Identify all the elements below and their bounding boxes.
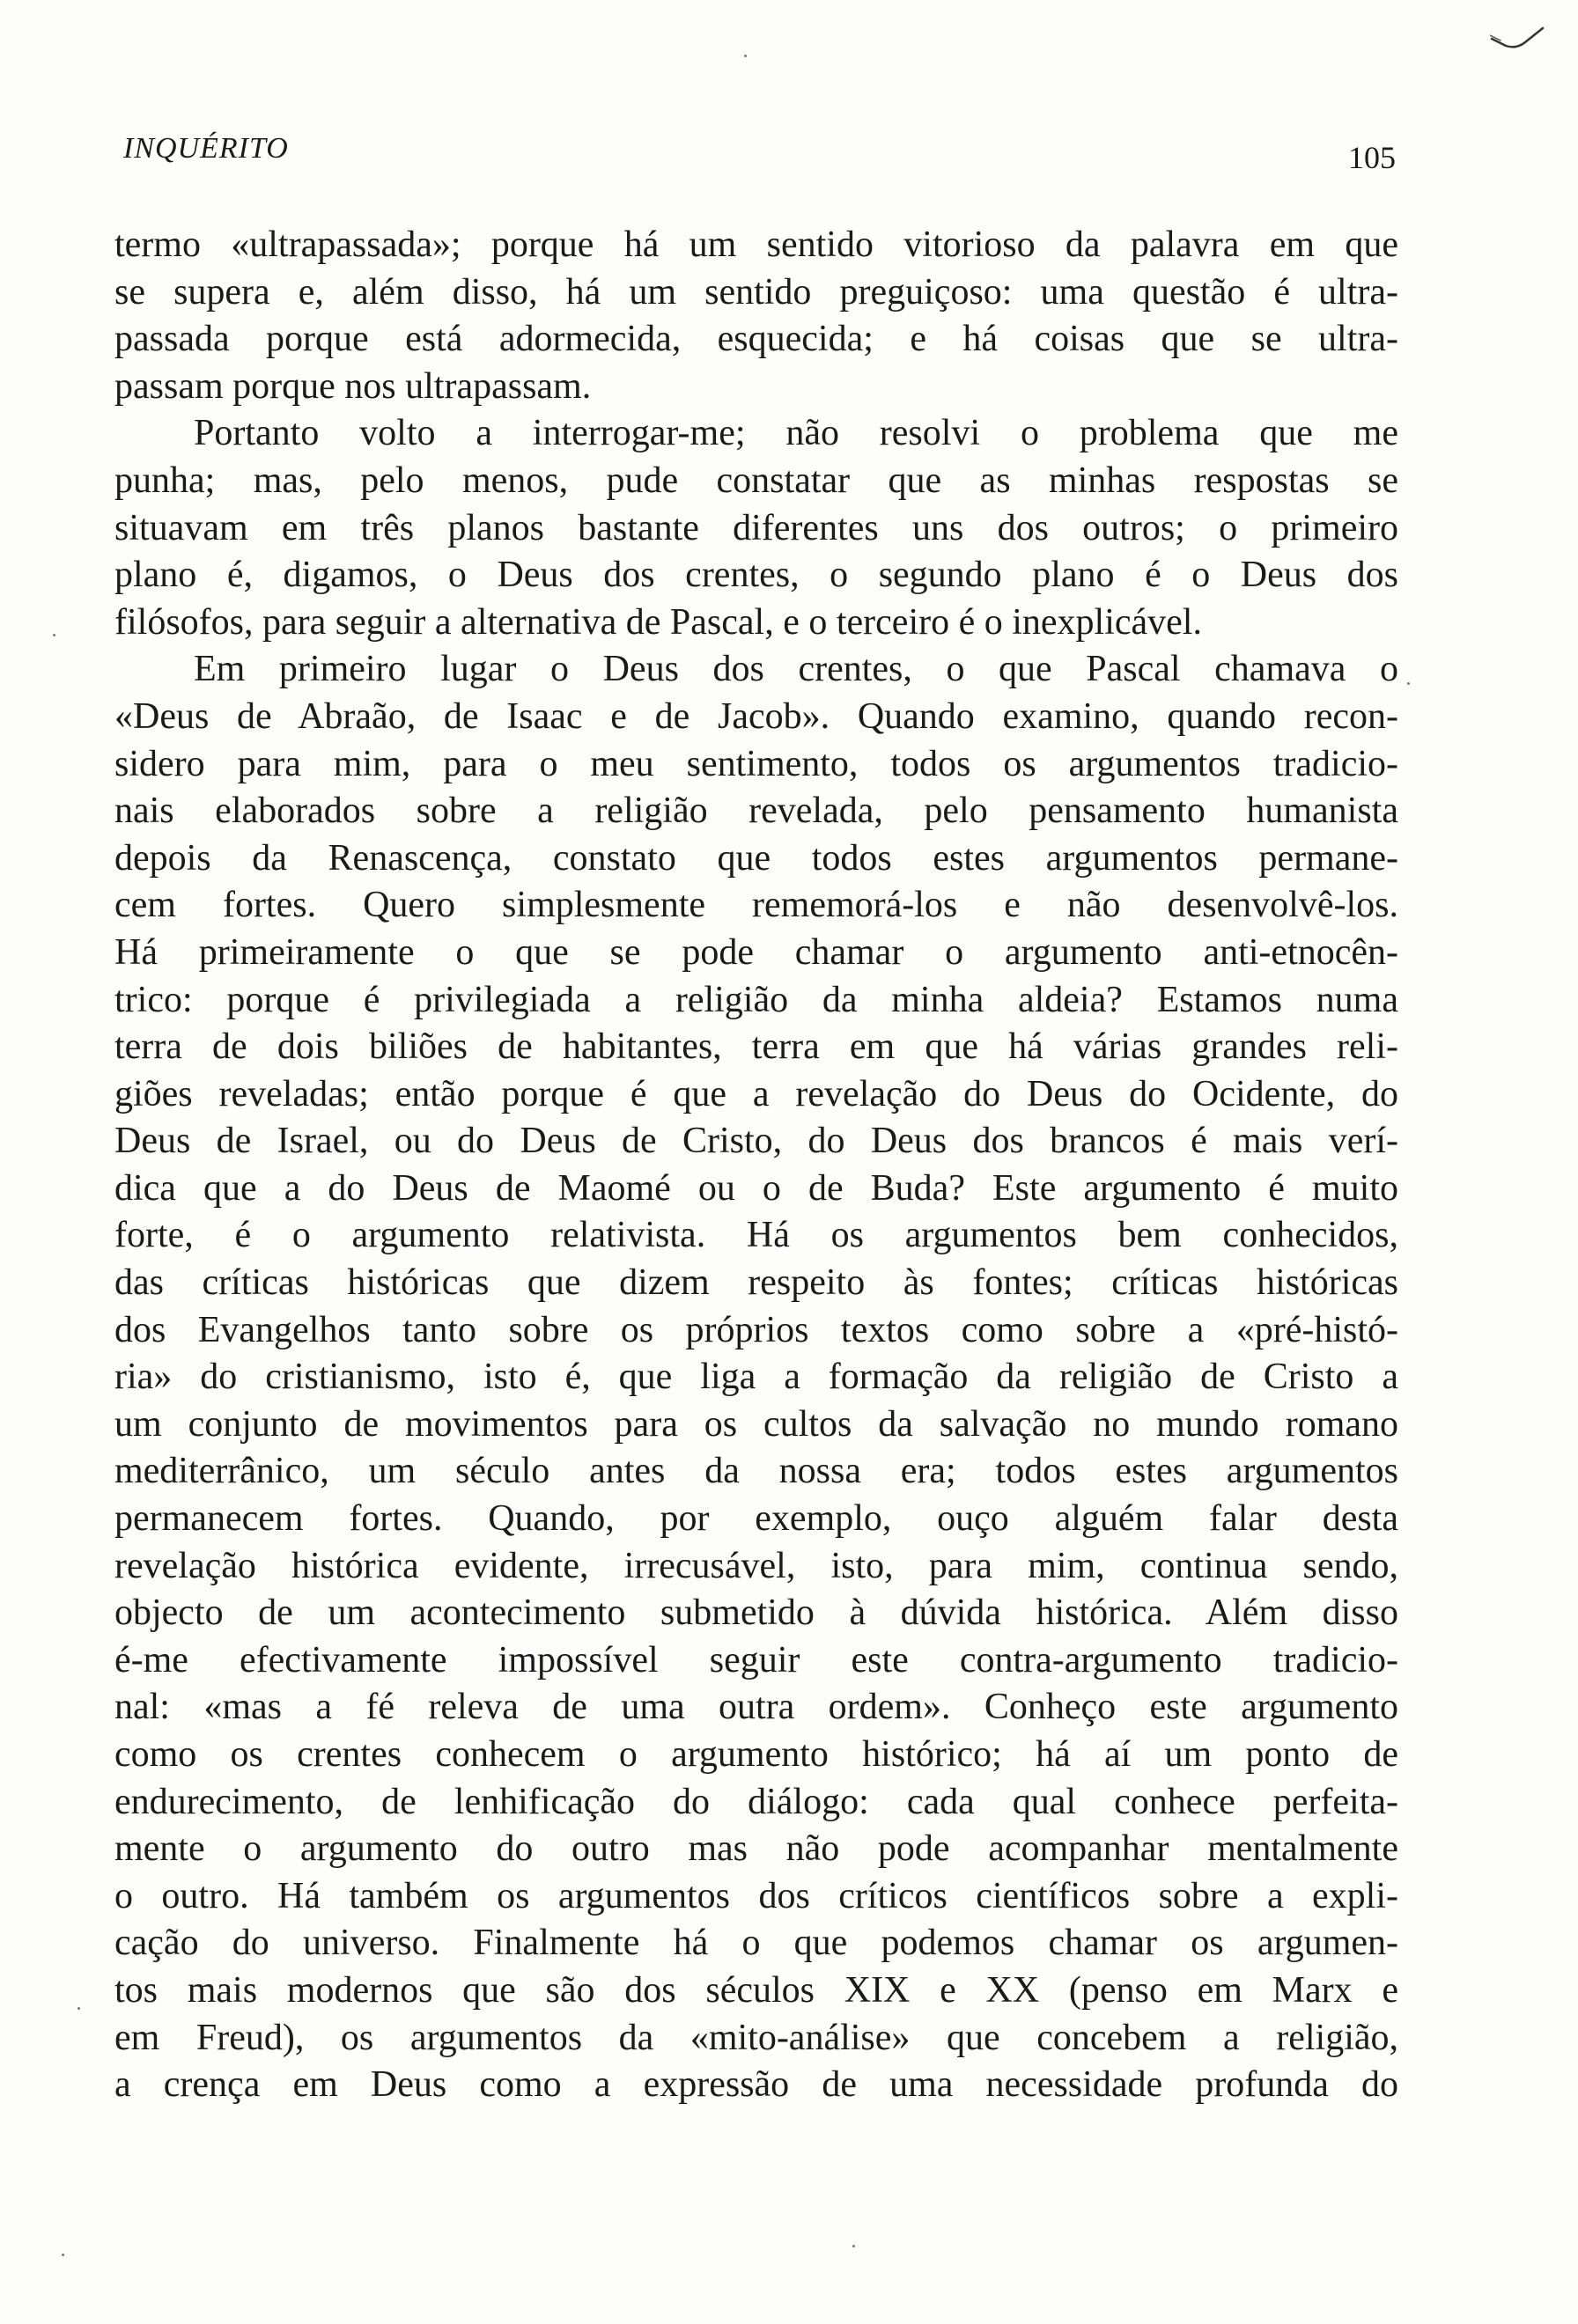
- text-line: revelação histórica evidente, irrecusável, isto, para mim, continua sendo,: [114, 1545, 1398, 1586]
- text-line: depois da Renascença, constato que todos estes argumentos permane-: [114, 837, 1398, 879]
- text-line: plano é, digamos, o Deus dos crentes, o segundo plano é o Deus dos: [114, 555, 1398, 596]
- text-line: a crença em Deus como a expressão de uma necessidade profunda do: [114, 2064, 1398, 2106]
- text-line: Em primeiro lugar o Deus dos crentes, o que Pascal chamava o: [194, 649, 1398, 690]
- text-line: mediterrânico, um século antes da nossa era; todos estes argumentos: [114, 1451, 1398, 1492]
- scan-speck: [1407, 682, 1410, 685]
- text-line: nais elaborados sobre a religião revelada, pelo pensamento humanista: [114, 791, 1398, 832]
- scan-speck: [77, 2007, 80, 2010]
- text-line: filósofos, para seguir a alternativa de Pascal, e o terceiro é o inexplicável.: [114, 601, 1202, 643]
- text-line: ria» do cristianismo, isto é, que liga a formação da religião de Cristo a: [114, 1357, 1398, 1398]
- scan-speck: [53, 634, 55, 636]
- text-line: termo «ultrapassada»; porque há um sentido vitorioso da palavra em que: [114, 224, 1398, 265]
- text-line: das críticas históricas que dizem respeito às fontes; críticas históricas: [114, 1262, 1398, 1304]
- text-line: um conjunto de movimentos para os cultos da salvação no mundo romano: [114, 1403, 1398, 1445]
- text-line: objecto de um acontecimento submetido à dúvida histórica. Além disso: [114, 1592, 1398, 1634]
- scan-speck: [852, 2245, 855, 2247]
- text-line: o outro. Há também os argumentos dos críticos científicos sobre a expli-: [114, 1875, 1398, 1916]
- text-line: nal: «mas a fé releva de uma outra ordem». Conheço este argumento: [114, 1687, 1398, 1728]
- text-line: mente o argumento do outro mas não pode acompanhar mentalmente: [114, 1828, 1398, 1870]
- text-line: passam porque nos ultrapassam.: [114, 365, 592, 407]
- text-line: é-me efectivamente impossível seguir este contra-argumento tradicio-: [114, 1639, 1398, 1680]
- text-line: forte, é o argumento relativista. Há os argumentos bem conhecidos,: [114, 1215, 1398, 1256]
- running-head: INQUÉRITO: [123, 132, 289, 165]
- text-line: punha; mas, pelo menos, pude constatar que as minhas respostas se: [114, 460, 1398, 501]
- text-line: situavam em três planos bastante diferentes uns dos outros; o primeiro: [114, 507, 1398, 548]
- text-line: Deus de Israel, ou do Deus de Cristo, do Deus dos brancos é mais verí-: [114, 1121, 1398, 1162]
- text-line: passada porque está adormecida, esquecida; e há coisas que se ultra-: [114, 319, 1398, 360]
- text-line: se supera e, além disso, há um sentido preguiçoso: uma questão é ultra-: [114, 271, 1398, 313]
- text-line: Portanto volto a interrogar-me; não resolvi o problema que me: [194, 413, 1398, 454]
- page-header: [123, 132, 1396, 185]
- body-text: [114, 222, 1398, 2109]
- text-line: trico: porque é privilegiada a religião da minha aldeia? Estamos numa: [114, 979, 1398, 1020]
- text-line: sidero para mim, para o meu sentimento, todos os argumentos tradicio-: [114, 743, 1398, 784]
- text-line: tos mais modernos que são dos séculos XIX e XX (penso em Marx e: [114, 1969, 1398, 2011]
- text-line: «Deus de Abraão, de Isaac e de Jacob». Quando examino, quando recon-: [114, 695, 1398, 737]
- scan-speck: [62, 2254, 64, 2256]
- text-line: terra de dois biliões de habitantes, terra em que há várias grandes reli-: [114, 1026, 1398, 1068]
- text-line: dica que a do Deus de Maomé ou o de Buda? Este argumento é muito: [114, 1167, 1398, 1209]
- text-line: em Freud), os argumentos da «mito-análise» que concebem a religião,: [114, 2017, 1398, 2058]
- text-line: como os crentes conhecem o argumento histórico; há aí um ponto de: [114, 1734, 1398, 1775]
- text-line: permanecem fortes. Quando, por exemplo, ouço alguém falar desta: [114, 1498, 1398, 1540]
- text-line: endurecimento, de lenhificação do diálogo: cada qual conhece perfeita-: [114, 1781, 1398, 1822]
- page-number: 105: [1348, 140, 1396, 175]
- scan-speck: [744, 55, 747, 57]
- text-line: dos Evangelhos tanto sobre os próprios textos como sobre a «pré-histó-: [114, 1309, 1398, 1350]
- pen-mark-icon: [1490, 26, 1545, 51]
- text-line: cação do universo. Finalmente há o que podemos chamar os argumen-: [114, 1923, 1398, 1964]
- text-line: Há primeiramente o que se pode chamar o argumento anti-etnocên-: [114, 931, 1398, 973]
- text-line: cem fortes. Quero simplesmente rememorá-los e não desenvolvê-los.: [114, 885, 1398, 926]
- text-line: giões reveladas; então porque é que a revelação do Deus do Ocidente, do: [114, 1073, 1398, 1114]
